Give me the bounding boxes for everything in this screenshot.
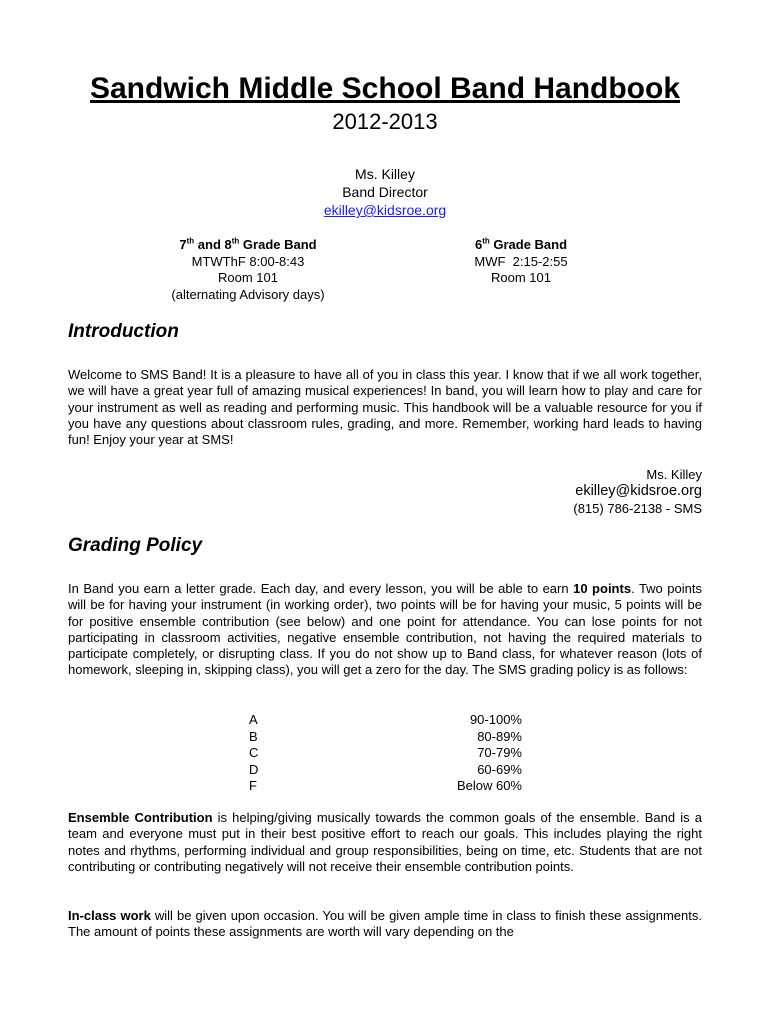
grade-row: F Below 60% <box>249 778 522 793</box>
director-email-link[interactable]: ekilley@kidsroe.org <box>323 202 447 218</box>
grade-row: C 70-79% <box>249 745 522 760</box>
schedule-upper-heading: 7th and 8th Grade Band <box>179 236 317 252</box>
schedule-6th-days: MWF 2:15-2:55 <box>474 253 568 269</box>
grade-row: D 60-69% <box>249 761 522 777</box>
in-class-work-paragraph: In-class work will be given upon occasion. You will be given ample time in class to finish these assignments. The amount of points these assignments are worth will vary depending on the <box>68 908 702 940</box>
introduction-signature <box>573 466 702 517</box>
schedule-upper-grades <box>128 237 368 303</box>
grading-heading: Grading Policy <box>68 535 203 556</box>
signature-name: Ms. Killey <box>646 467 702 482</box>
document-title: Sandwich Middle School Band Handbook <box>89 72 681 105</box>
schedule-6th-room: Room 101 <box>491 270 551 285</box>
ensemble-contribution-paragraph: Ensemble Contribution is helping/giving musically towards the common goals of the ensemble. Band is a team and everyone must put in their best positive effort to reach our goals. This includes playing the right notes and rhythms, performing individual and group responsibilities, being on time, etc. Students that are not contributing or contributing negatively will not receive their ensemble contribution points. <box>68 810 702 874</box>
school-year: 2012-2013 <box>332 109 438 134</box>
director-name: Ms. Killey <box>355 166 415 182</box>
schedule-upper-note: (alternating Advisory days) <box>171 286 325 302</box>
director-email-row <box>0 201 770 219</box>
signature-phone: (815) 786-2138 - SMS <box>573 501 702 516</box>
grading-scale <box>249 712 522 795</box>
grade-row: B 80-89% <box>249 728 522 744</box>
grading-intro: In Band you earn a letter grade. Each day, and every lesson, you will be able to earn 10 points. Two points will be for having your instrument (in working order), two points will be for having your music, 5 points will be for positive ensemble contribution (see below) and one point for attendance. You can lose points for not participating in classroom activities, negative ensemble contribution, not having the required materials to participate completely, or disrupting class. If you do not show up to Band class, for whatever reason (lots of homework, sleeping in, skipping class), you will get a zero for the day. The SMS grading policy is as follows: <box>68 581 702 678</box>
signature-email: ekilley@kidsroe.org <box>575 483 702 499</box>
points-emphasis: 10 points <box>573 581 632 596</box>
grade-row: A 90-100% <box>249 712 522 727</box>
schedule-upper-room: Room 101 <box>218 270 278 285</box>
schedule-upper-days: MTWThF 8:00-8:43 <box>191 253 305 269</box>
schedule-6th-grade <box>421 237 621 287</box>
introduction-body: Welcome to SMS Band! It is a pleasure to have all of you in class this year. I know that if we all work together, we will have a great year full of amazing musical experiences! In band, you will learn how to play and care for your instrument as well as reading and performing music. This handbook will be a valuable resource for you if you have any questions about classroom rules, grading, and more. Remember, working hard leads to having fun! Enjoy your year at SMS! <box>68 367 702 448</box>
introduction-heading: Introduction <box>68 321 179 342</box>
director-role: Band Director <box>342 184 428 200</box>
schedule-6th-heading: 6th Grade Band <box>474 236 568 252</box>
